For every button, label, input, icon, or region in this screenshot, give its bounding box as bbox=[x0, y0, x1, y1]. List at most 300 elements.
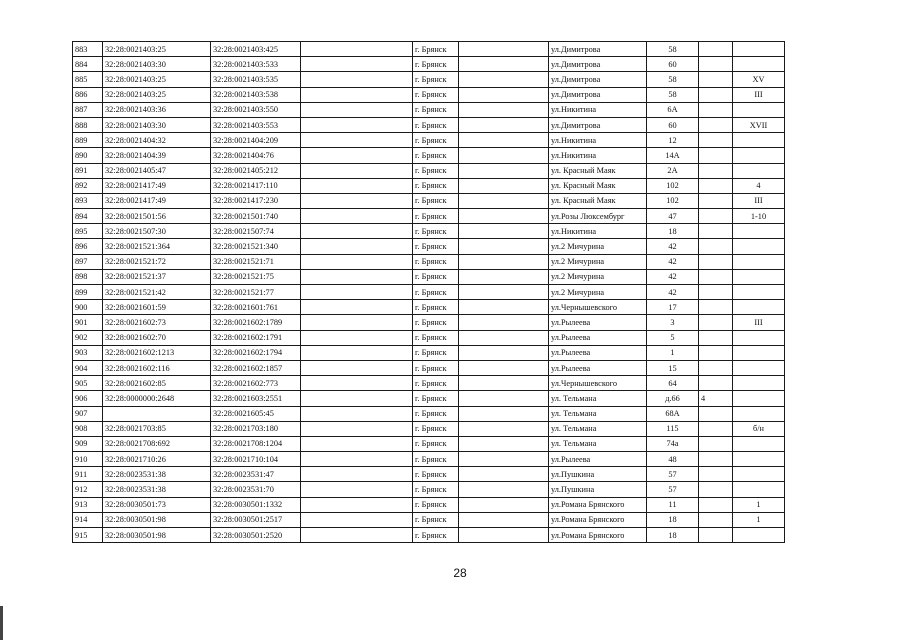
city-cell: г. Брянск bbox=[413, 482, 459, 497]
building-cadastral-number-cell: 32:28:0021521:340 bbox=[211, 239, 301, 254]
page-number: 28 bbox=[453, 566, 467, 580]
parcel-cadastral-number-cell: 32:28:0021602:116 bbox=[103, 360, 211, 375]
parcel-cadastral-number-cell: 32:28:0021601:59 bbox=[103, 300, 211, 315]
apartment-cell bbox=[733, 528, 785, 543]
table-row bbox=[73, 209, 785, 224]
apartment-cell: XV bbox=[733, 72, 785, 87]
blank-cell bbox=[301, 163, 413, 178]
building-cadastral-number-cell: 32:28:0021602:1857 bbox=[211, 360, 301, 375]
extra-number-cell bbox=[699, 254, 733, 269]
parcel-cadastral-number-cell: 32:28:0023531:38 bbox=[103, 467, 211, 482]
parcel-cadastral-number-cell: 32:28:0023531:38 bbox=[103, 482, 211, 497]
blank-cell bbox=[301, 72, 413, 87]
row-number-cell: 897 bbox=[73, 254, 103, 269]
apartment-cell: III bbox=[733, 193, 785, 208]
extra-number-cell bbox=[699, 467, 733, 482]
city-cell: г. Брянск bbox=[413, 391, 459, 406]
table-row bbox=[73, 300, 785, 315]
table-row bbox=[73, 133, 785, 148]
apartment-cell bbox=[733, 360, 785, 375]
blank-cell bbox=[301, 452, 413, 467]
house-number-cell: 60 bbox=[647, 117, 699, 132]
city-cell: г. Брянск bbox=[413, 300, 459, 315]
house-number-cell: 47 bbox=[647, 209, 699, 224]
house-number-cell: 12 bbox=[647, 133, 699, 148]
apartment-cell bbox=[733, 452, 785, 467]
extra-number-cell bbox=[699, 239, 733, 254]
scan-edge-mark bbox=[0, 606, 3, 640]
apartment-cell bbox=[733, 482, 785, 497]
house-number-cell: 58 bbox=[647, 87, 699, 102]
row-number-cell: 904 bbox=[73, 360, 103, 375]
parcel-cadastral-number-cell: 32:28:0030501:98 bbox=[103, 528, 211, 543]
house-number-cell: 1 bbox=[647, 345, 699, 360]
table-row bbox=[73, 57, 785, 72]
apartment-cell bbox=[733, 391, 785, 406]
apartment-cell bbox=[733, 42, 785, 57]
apartment-cell: б/н bbox=[733, 421, 785, 436]
apartment-cell bbox=[733, 163, 785, 178]
city-cell: г. Брянск bbox=[413, 467, 459, 482]
row-number-cell: 908 bbox=[73, 421, 103, 436]
street-cell: ул.Пушкина bbox=[549, 467, 647, 482]
row-number-cell: 899 bbox=[73, 285, 103, 300]
city-cell: г. Брянск bbox=[413, 528, 459, 543]
row-number-cell: 883 bbox=[73, 42, 103, 57]
blank-cell bbox=[459, 102, 549, 117]
apartment-cell bbox=[733, 102, 785, 117]
extra-number-cell bbox=[699, 528, 733, 543]
blank-cell bbox=[301, 345, 413, 360]
blank-cell bbox=[301, 360, 413, 375]
street-cell: ул.Розы Люксембург bbox=[549, 209, 647, 224]
blank-cell bbox=[459, 421, 549, 436]
table-row bbox=[73, 117, 785, 132]
extra-number-cell bbox=[699, 178, 733, 193]
row-number-cell: 900 bbox=[73, 300, 103, 315]
house-number-cell: 102 bbox=[647, 178, 699, 193]
parcel-cadastral-number-cell: 32:28:0021521:37 bbox=[103, 269, 211, 284]
row-number-cell: 888 bbox=[73, 117, 103, 132]
apartment-cell bbox=[733, 467, 785, 482]
blank-cell bbox=[459, 482, 549, 497]
blank-cell bbox=[301, 193, 413, 208]
row-number-cell: 903 bbox=[73, 345, 103, 360]
blank-cell bbox=[459, 467, 549, 482]
extra-number-cell bbox=[699, 224, 733, 239]
table-row bbox=[73, 178, 785, 193]
apartment-cell bbox=[733, 239, 785, 254]
blank-cell bbox=[301, 285, 413, 300]
street-cell: ул.2 Мичурина bbox=[549, 239, 647, 254]
apartment-cell bbox=[733, 148, 785, 163]
blank-cell bbox=[301, 42, 413, 57]
parcel-cadastral-number-cell: 32:28:0021703:85 bbox=[103, 421, 211, 436]
extra-number-cell bbox=[699, 330, 733, 345]
table-row bbox=[73, 497, 785, 512]
blank-cell bbox=[459, 269, 549, 284]
blank-cell bbox=[459, 391, 549, 406]
row-number-cell: 886 bbox=[73, 87, 103, 102]
row-number-cell: 911 bbox=[73, 467, 103, 482]
extra-number-cell bbox=[699, 42, 733, 57]
building-cadastral-number-cell: 32:28:0021404:209 bbox=[211, 133, 301, 148]
extra-number-cell bbox=[699, 406, 733, 421]
blank-cell bbox=[459, 512, 549, 527]
blank-cell bbox=[301, 391, 413, 406]
table-row bbox=[73, 330, 785, 345]
building-cadastral-number-cell: 32:28:0021602:773 bbox=[211, 376, 301, 391]
parcel-cadastral-number-cell: 32:28:0021403:30 bbox=[103, 117, 211, 132]
street-cell: ул.2 Мичурина bbox=[549, 285, 647, 300]
table-row bbox=[73, 72, 785, 87]
city-cell: г. Брянск bbox=[413, 512, 459, 527]
extra-number-cell bbox=[699, 269, 733, 284]
street-cell: ул.Романа Брянского bbox=[549, 497, 647, 512]
table-row bbox=[73, 482, 785, 497]
row-number-cell: 906 bbox=[73, 391, 103, 406]
house-number-cell: 18 bbox=[647, 224, 699, 239]
table-row bbox=[73, 376, 785, 391]
building-cadastral-number-cell: 32:28:0021501:740 bbox=[211, 209, 301, 224]
blank-cell bbox=[301, 117, 413, 132]
city-cell: г. Брянск bbox=[413, 193, 459, 208]
address-table bbox=[72, 41, 785, 543]
extra-number-cell bbox=[699, 57, 733, 72]
parcel-cadastral-number-cell: 32:28:0021708:692 bbox=[103, 436, 211, 451]
building-cadastral-number-cell: 32:28:0021403:550 bbox=[211, 102, 301, 117]
blank-cell bbox=[459, 209, 549, 224]
table-row bbox=[73, 148, 785, 163]
street-cell: ул.Димитрова bbox=[549, 87, 647, 102]
table-row bbox=[73, 269, 785, 284]
house-number-cell: 42 bbox=[647, 285, 699, 300]
parcel-cadastral-number-cell: 32:28:0021404:39 bbox=[103, 148, 211, 163]
blank-cell bbox=[459, 452, 549, 467]
blank-cell bbox=[301, 87, 413, 102]
extra-number-cell bbox=[699, 345, 733, 360]
city-cell: г. Брянск bbox=[413, 254, 459, 269]
city-cell: г. Брянск bbox=[413, 178, 459, 193]
city-cell: г. Брянск bbox=[413, 209, 459, 224]
row-number-cell: 905 bbox=[73, 376, 103, 391]
street-cell: ул.Чернышевского bbox=[549, 376, 647, 391]
city-cell: г. Брянск bbox=[413, 87, 459, 102]
apartment-cell bbox=[733, 330, 785, 345]
street-cell: ул. Тельмана bbox=[549, 391, 647, 406]
parcel-cadastral-number-cell: 32:28:0021521:364 bbox=[103, 239, 211, 254]
building-cadastral-number-cell: 32:28:0021405:212 bbox=[211, 163, 301, 178]
table-row bbox=[73, 239, 785, 254]
blank-cell bbox=[459, 254, 549, 269]
blank-cell bbox=[301, 133, 413, 148]
table-row bbox=[73, 254, 785, 269]
row-number-cell: 898 bbox=[73, 269, 103, 284]
row-number-cell: 890 bbox=[73, 148, 103, 163]
street-cell: ул.Рылеева bbox=[549, 360, 647, 375]
extra-number-cell bbox=[699, 163, 733, 178]
blank-cell bbox=[459, 133, 549, 148]
street-cell: ул.Никитина bbox=[549, 224, 647, 239]
house-number-cell: д.66 bbox=[647, 391, 699, 406]
blank-cell bbox=[459, 497, 549, 512]
blank-cell bbox=[459, 163, 549, 178]
building-cadastral-number-cell: 32:28:0021507:74 bbox=[211, 224, 301, 239]
blank-cell bbox=[301, 239, 413, 254]
parcel-cadastral-number-cell: 32:28:0021507:30 bbox=[103, 224, 211, 239]
extra-number-cell bbox=[699, 512, 733, 527]
house-number-cell: 14А bbox=[647, 148, 699, 163]
building-cadastral-number-cell: 32:28:0021417:110 bbox=[211, 178, 301, 193]
house-number-cell: 102 bbox=[647, 193, 699, 208]
blank-cell bbox=[301, 467, 413, 482]
extra-number-cell bbox=[699, 193, 733, 208]
table-row bbox=[73, 315, 785, 330]
city-cell: г. Брянск bbox=[413, 285, 459, 300]
row-number-cell: 893 bbox=[73, 193, 103, 208]
blank-cell bbox=[459, 239, 549, 254]
row-number-cell: 884 bbox=[73, 57, 103, 72]
building-cadastral-number-cell: 32:28:0021521:71 bbox=[211, 254, 301, 269]
street-cell: ул.Никитина bbox=[549, 102, 647, 117]
blank-cell bbox=[459, 42, 549, 57]
building-cadastral-number-cell: 32:28:0021602:1789 bbox=[211, 315, 301, 330]
city-cell: г. Брянск bbox=[413, 148, 459, 163]
blank-cell bbox=[459, 528, 549, 543]
apartment-cell bbox=[733, 57, 785, 72]
table-row bbox=[73, 528, 785, 543]
blank-cell bbox=[301, 315, 413, 330]
street-cell: ул.Романа Брянского bbox=[549, 528, 647, 543]
table-row bbox=[73, 285, 785, 300]
extra-number-cell bbox=[699, 421, 733, 436]
extra-number-cell bbox=[699, 102, 733, 117]
row-number-cell: 892 bbox=[73, 178, 103, 193]
apartment-cell bbox=[733, 224, 785, 239]
parcel-cadastral-number-cell: 32:28:0021501:56 bbox=[103, 209, 211, 224]
parcel-cadastral-number-cell: 32:28:0021521:72 bbox=[103, 254, 211, 269]
row-number-cell: 913 bbox=[73, 497, 103, 512]
city-cell: г. Брянск bbox=[413, 406, 459, 421]
building-cadastral-number-cell: 32:28:0030501:2517 bbox=[211, 512, 301, 527]
house-number-cell: 18 bbox=[647, 512, 699, 527]
blank-cell bbox=[459, 300, 549, 315]
extra-number-cell bbox=[699, 133, 733, 148]
blank-cell bbox=[301, 376, 413, 391]
street-cell: ул. Тельмана bbox=[549, 421, 647, 436]
table-row bbox=[73, 42, 785, 57]
blank-cell bbox=[301, 300, 413, 315]
extra-number-cell bbox=[699, 117, 733, 132]
row-number-cell: 887 bbox=[73, 102, 103, 117]
table-row bbox=[73, 87, 785, 102]
house-number-cell: 42 bbox=[647, 254, 699, 269]
blank-cell bbox=[459, 148, 549, 163]
house-number-cell: 57 bbox=[647, 482, 699, 497]
table-row bbox=[73, 467, 785, 482]
apartment-cell bbox=[733, 300, 785, 315]
house-number-cell: 15 bbox=[647, 360, 699, 375]
city-cell: г. Брянск bbox=[413, 102, 459, 117]
house-number-cell: 18 bbox=[647, 528, 699, 543]
city-cell: г. Брянск bbox=[413, 330, 459, 345]
house-number-cell: 57 bbox=[647, 467, 699, 482]
building-cadastral-number-cell: 32:28:0030501:2520 bbox=[211, 528, 301, 543]
blank-cell bbox=[301, 528, 413, 543]
blank-cell bbox=[301, 254, 413, 269]
city-cell: г. Брянск bbox=[413, 42, 459, 57]
building-cadastral-number-cell: 32:28:0021403:425 bbox=[211, 42, 301, 57]
extra-number-cell bbox=[699, 376, 733, 391]
city-cell: г. Брянск bbox=[413, 452, 459, 467]
apartment-cell: III bbox=[733, 315, 785, 330]
street-cell: ул.Димитрова bbox=[549, 57, 647, 72]
apartment-cell: III bbox=[733, 87, 785, 102]
house-number-cell: 60 bbox=[647, 57, 699, 72]
building-cadastral-number-cell: 32:28:0021403:538 bbox=[211, 87, 301, 102]
blank-cell bbox=[301, 406, 413, 421]
blank-cell bbox=[459, 285, 549, 300]
city-cell: г. Брянск bbox=[413, 117, 459, 132]
table-row bbox=[73, 436, 785, 451]
extra-number-cell bbox=[699, 315, 733, 330]
city-cell: г. Брянск bbox=[413, 497, 459, 512]
apartment-cell bbox=[733, 345, 785, 360]
parcel-cadastral-number-cell: 32:28:0021404:32 bbox=[103, 133, 211, 148]
extra-number-cell bbox=[699, 285, 733, 300]
table-row bbox=[73, 345, 785, 360]
parcel-cadastral-number-cell: 32:28:0021403:25 bbox=[103, 72, 211, 87]
building-cadastral-number-cell: 32:28:0023531:70 bbox=[211, 482, 301, 497]
street-cell: ул.Никитина bbox=[549, 133, 647, 148]
parcel-cadastral-number-cell: 32:28:0030501:73 bbox=[103, 497, 211, 512]
house-number-cell: 6А bbox=[647, 102, 699, 117]
house-number-cell: 11 bbox=[647, 497, 699, 512]
blank-cell bbox=[459, 224, 549, 239]
extra-number-cell bbox=[699, 72, 733, 87]
row-number-cell: 910 bbox=[73, 452, 103, 467]
parcel-cadastral-number-cell: 32:28:0021602:85 bbox=[103, 376, 211, 391]
apartment-cell bbox=[733, 254, 785, 269]
street-cell: ул. Красный Маяк bbox=[549, 163, 647, 178]
table-row bbox=[73, 512, 785, 527]
street-cell: ул. Красный Маяк bbox=[549, 193, 647, 208]
table-row bbox=[73, 224, 785, 239]
house-number-cell: 5 bbox=[647, 330, 699, 345]
extra-number-cell: 4 bbox=[699, 391, 733, 406]
parcel-cadastral-number-cell: 32:28:0021417:49 bbox=[103, 178, 211, 193]
blank-cell bbox=[301, 224, 413, 239]
street-cell: ул.Рылеева bbox=[549, 330, 647, 345]
city-cell: г. Брянск bbox=[413, 239, 459, 254]
parcel-cadastral-number-cell bbox=[103, 406, 211, 421]
blank-cell bbox=[301, 330, 413, 345]
house-number-cell: 17 bbox=[647, 300, 699, 315]
house-number-cell: 48 bbox=[647, 452, 699, 467]
building-cadastral-number-cell: 32:28:0021601:761 bbox=[211, 300, 301, 315]
apartment-cell bbox=[733, 133, 785, 148]
apartment-cell bbox=[733, 269, 785, 284]
blank-cell bbox=[459, 87, 549, 102]
apartment-cell bbox=[733, 285, 785, 300]
city-cell: г. Брянск bbox=[413, 57, 459, 72]
building-cadastral-number-cell: 32:28:0030501:1332 bbox=[211, 497, 301, 512]
building-cadastral-number-cell: 32:28:0021703:180 bbox=[211, 421, 301, 436]
street-cell: ул. Тельмана bbox=[549, 436, 647, 451]
blank-cell bbox=[301, 497, 413, 512]
city-cell: г. Брянск bbox=[413, 163, 459, 178]
row-number-cell: 901 bbox=[73, 315, 103, 330]
blank-cell bbox=[301, 512, 413, 527]
table-row bbox=[73, 391, 785, 406]
apartment-cell bbox=[733, 406, 785, 421]
blank-cell bbox=[301, 421, 413, 436]
table-row bbox=[73, 406, 785, 421]
extra-number-cell bbox=[699, 148, 733, 163]
parcel-cadastral-number-cell: 32:28:0021403:30 bbox=[103, 57, 211, 72]
house-number-cell: 115 bbox=[647, 421, 699, 436]
blank-cell bbox=[459, 57, 549, 72]
table-row bbox=[73, 193, 785, 208]
city-cell: г. Брянск bbox=[413, 224, 459, 239]
extra-number-cell bbox=[699, 300, 733, 315]
blank-cell bbox=[301, 148, 413, 163]
city-cell: г. Брянск bbox=[413, 133, 459, 148]
row-number-cell: 891 bbox=[73, 163, 103, 178]
parcel-cadastral-number-cell: 32:28:0021602:73 bbox=[103, 315, 211, 330]
building-cadastral-number-cell: 32:28:0021602:1791 bbox=[211, 330, 301, 345]
house-number-cell: 58 bbox=[647, 42, 699, 57]
house-number-cell: 42 bbox=[647, 269, 699, 284]
street-cell: ул.Пушкина bbox=[549, 482, 647, 497]
extra-number-cell bbox=[699, 452, 733, 467]
blank-cell bbox=[459, 72, 549, 87]
parcel-cadastral-number-cell: 32:28:0021403:36 bbox=[103, 102, 211, 117]
apartment-cell: 1-10 bbox=[733, 209, 785, 224]
house-number-cell: 58 bbox=[647, 72, 699, 87]
street-cell: ул. Тельмана bbox=[549, 406, 647, 421]
city-cell: г. Брянск bbox=[413, 315, 459, 330]
blank-cell bbox=[301, 102, 413, 117]
street-cell: ул.Рылеева bbox=[549, 345, 647, 360]
building-cadastral-number-cell: 32:28:0021521:75 bbox=[211, 269, 301, 284]
apartment-cell: XVII bbox=[733, 117, 785, 132]
parcel-cadastral-number-cell: 32:28:0021710:26 bbox=[103, 452, 211, 467]
row-number-cell: 902 bbox=[73, 330, 103, 345]
city-cell: г. Брянск bbox=[413, 269, 459, 284]
parcel-cadastral-number-cell: 32:28:0021405:47 bbox=[103, 163, 211, 178]
building-cadastral-number-cell: 32:28:0021404:76 bbox=[211, 148, 301, 163]
blank-cell bbox=[459, 345, 549, 360]
city-cell: г. Брянск bbox=[413, 72, 459, 87]
street-cell: ул. Красный Маяк bbox=[549, 178, 647, 193]
extra-number-cell bbox=[699, 360, 733, 375]
extra-number-cell bbox=[699, 497, 733, 512]
street-cell: ул.2 Мичурина bbox=[549, 269, 647, 284]
parcel-cadastral-number-cell: 32:28:0021403:25 bbox=[103, 87, 211, 102]
blank-cell bbox=[459, 406, 549, 421]
apartment-cell bbox=[733, 376, 785, 391]
extra-number-cell bbox=[699, 209, 733, 224]
building-cadastral-number-cell: 32:28:0021602:1794 bbox=[211, 345, 301, 360]
row-number-cell: 907 bbox=[73, 406, 103, 421]
city-cell: г. Брянск bbox=[413, 376, 459, 391]
house-number-cell: 74а bbox=[647, 436, 699, 451]
blank-cell bbox=[459, 360, 549, 375]
building-cadastral-number-cell: 32:28:0021417:230 bbox=[211, 193, 301, 208]
apartment-cell: 1 bbox=[733, 497, 785, 512]
row-number-cell: 895 bbox=[73, 224, 103, 239]
